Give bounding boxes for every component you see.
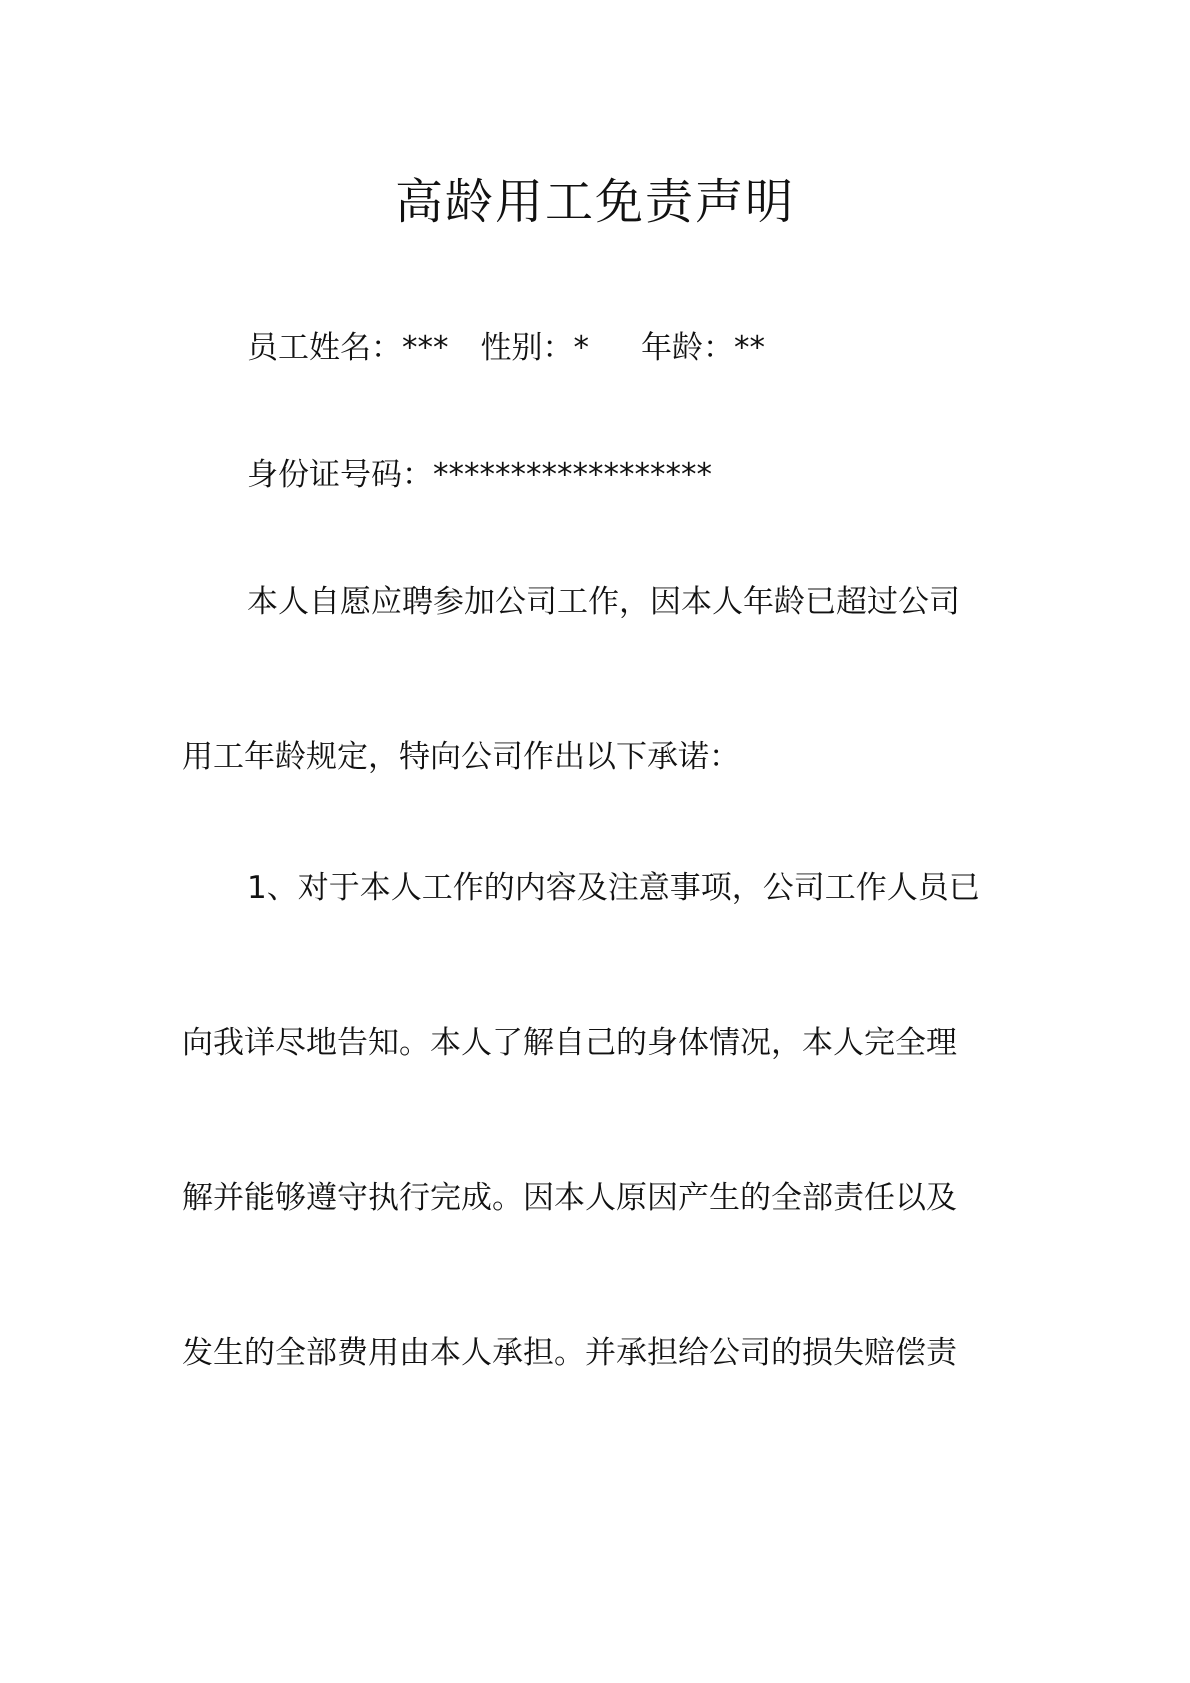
gender-field: 性别：*	[480, 330, 589, 366]
id-number-field: 身份证号码：******************	[247, 457, 712, 493]
body-line-5: 解并能够遵守执行完成。因本人原因产生的全部责任以及	[182, 1180, 957, 1216]
employee-info-row	[247, 328, 765, 368]
document-title: 高龄用工免责声明	[394, 174, 795, 230]
body-line-1: 本人自愿应聘参加公司工作，因本人年龄已超过公司	[247, 584, 960, 620]
age-field: 年龄：**	[641, 330, 765, 366]
body-line-6: 发生的全部费用由本人承担。并承担给公司的损失赔偿责	[182, 1335, 957, 1371]
body-line-4: 向我详尽地告知。本人了解自己的身体情况，本人完全理	[182, 1025, 957, 1061]
employee-name-field: 员工姓名：***	[247, 330, 449, 366]
body-line-3: 1、对于本人工作的内容及注意事项，公司工作人员已	[247, 870, 980, 906]
body-line-2: 用工年龄规定，特向公司作出以下承诺：	[182, 739, 740, 775]
